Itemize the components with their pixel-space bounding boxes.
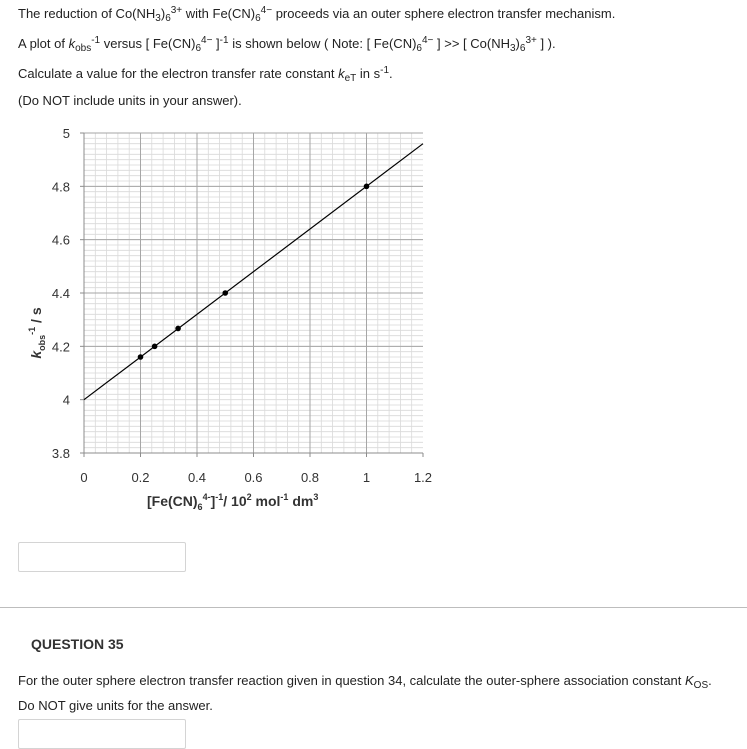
x-tick-label: 0 [80, 470, 88, 485]
x-axis-label [147, 492, 318, 512]
data-point [222, 290, 228, 296]
y-tick-label: 4.6 [51, 232, 70, 248]
superscript: 4- [202, 492, 211, 502]
text-run: with Fe(CN) [182, 6, 256, 21]
text-run: / s [28, 307, 44, 327]
text-run: dm [288, 493, 314, 509]
text-run: ) [515, 36, 520, 51]
text-run: ] [212, 36, 220, 51]
x-tick-label: 0.2 [131, 470, 150, 485]
subscript: 6 [519, 43, 526, 54]
k-symbol: k [338, 66, 345, 81]
superscript: 3+ [170, 5, 183, 16]
x-tick-label: 0.6 [244, 470, 263, 485]
answer-input-q34[interactable] [18, 542, 186, 572]
x-tick-label: 1.2 [413, 470, 433, 485]
subscript: 6 [416, 43, 422, 54]
question-35-instruction: Do NOT give units for the answer. [18, 698, 213, 713]
data-point [175, 326, 181, 332]
subscript: 3 [509, 43, 516, 54]
superscript: 4− [421, 35, 434, 46]
subscript: OS [693, 680, 709, 691]
text-run: is shown below ( Note: [ Fe(CN) [228, 36, 417, 51]
subscript: 6 [197, 502, 203, 512]
superscript: 3 [313, 492, 319, 502]
x-tick-label: 1 [362, 470, 371, 485]
section-divider [0, 607, 747, 608]
text-run: ] ). [536, 36, 556, 51]
superscript: 3+ [525, 35, 537, 46]
question-instruction: (Do NOT include units in your answer). [18, 93, 242, 108]
answer-input-q35[interactable] [18, 719, 186, 749]
y-tick-label: 4.4 [51, 286, 70, 301]
text-run: . [389, 66, 393, 81]
question-text-line-3 [18, 66, 393, 82]
superscript: -1 [219, 35, 229, 46]
data-point [364, 184, 370, 190]
question-35-heading: QUESTION 35 [31, 636, 124, 652]
superscript: 4− [201, 35, 213, 46]
text-run: ] [210, 493, 216, 509]
question-text-line-1 [18, 6, 615, 22]
subscript: 6 [255, 13, 261, 24]
subscript: 3 [155, 13, 161, 24]
x-tick-label: 0.8 [300, 470, 320, 485]
y-axis-label [27, 307, 47, 358]
subscript: 6 [195, 43, 202, 54]
subscript: 6 [165, 13, 171, 24]
superscript: -1 [91, 35, 101, 46]
x-tick-label: 0.4 [187, 470, 207, 485]
x-tick-labels [80, 470, 432, 485]
superscript: -1 [280, 492, 289, 502]
text-run: . [708, 673, 712, 688]
superscript: 4− [260, 5, 273, 16]
question-35-text [18, 673, 712, 689]
data-point [138, 354, 144, 360]
y-tick-labels [52, 126, 70, 461]
text-run: in s [356, 66, 381, 81]
superscript: -1 [215, 492, 224, 502]
text-run: A plot of [18, 36, 69, 51]
subscript: obs [75, 43, 92, 54]
y-tick-label: 5 [62, 126, 70, 141]
k-symbol: k [28, 350, 44, 359]
text-run: ] >> [ Co(NH [433, 36, 510, 51]
axes [80, 133, 423, 457]
data-point [152, 344, 158, 350]
question-text-line-2 [18, 36, 556, 52]
superscript: -1 [27, 326, 37, 335]
text-run: For the outer sphere electron transfer reaction given in question 34, calculate the outer-sphere association constant [18, 673, 685, 688]
y-tick-label: 3.8 [51, 446, 70, 461]
text-run: ) [160, 6, 166, 21]
subscript: obs [37, 334, 47, 351]
k-symbol: k [68, 36, 76, 51]
superscript: 2 [246, 492, 252, 502]
y-tick-label: 4.8 [51, 179, 70, 195]
text-run: The reduction of Co(NH [18, 6, 156, 21]
text-run: Calculate a value for the electron transfer rate constant [18, 66, 339, 81]
subscript: eT [344, 73, 357, 84]
text-run: / 10 [223, 493, 247, 509]
y-tick-label: 4.2 [51, 339, 70, 355]
y-tick-label: 4 [62, 392, 70, 408]
text-run: versus [ Fe(CN) [100, 36, 196, 51]
text-run: mol [251, 493, 281, 509]
kobs-plot-chart [0, 120, 440, 525]
text-run: proceeds via an outer sphere electron transfer mechanism. [272, 6, 616, 21]
text-run: [Fe(CN) [147, 493, 198, 509]
k-symbol: K [685, 673, 694, 688]
superscript: -1 [380, 65, 390, 76]
